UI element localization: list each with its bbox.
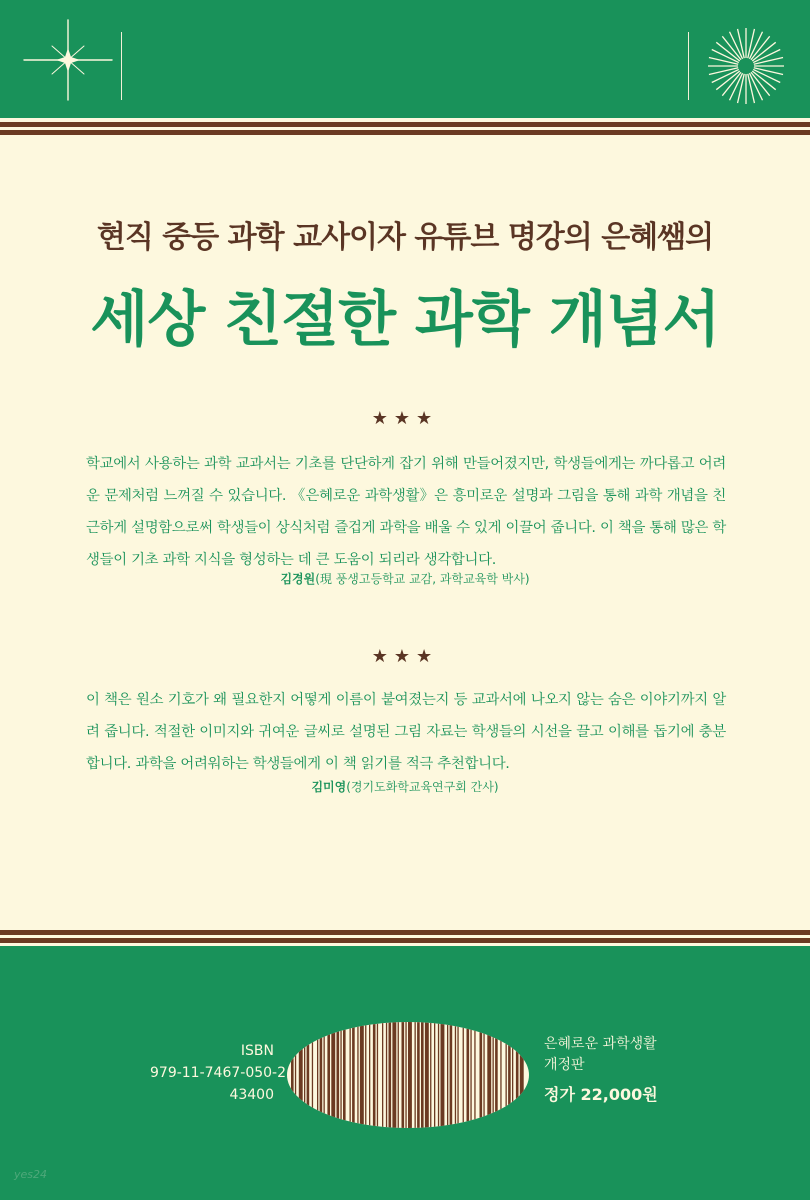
- barcode-bar: [474, 1022, 475, 1128]
- barcode-bar: [415, 1022, 416, 1128]
- divider-line-right: [688, 32, 689, 100]
- barcode-bar: [373, 1022, 376, 1128]
- barcode-bar: [340, 1022, 341, 1128]
- sparkle-star-icon: [18, 18, 118, 102]
- barcode: [287, 1022, 529, 1128]
- top-stripe-2: [0, 130, 810, 135]
- barcode-bar: [337, 1022, 340, 1128]
- barcode-icon: [287, 1022, 529, 1128]
- barcode-bar: [450, 1022, 453, 1128]
- barcode-bar: [389, 1022, 392, 1128]
- barcode-bar: [377, 1022, 378, 1128]
- barcode-bar: [392, 1022, 396, 1128]
- barcode-bar: [455, 1022, 456, 1128]
- barcode-bar: [421, 1022, 424, 1128]
- barcode-bar: [480, 1022, 483, 1128]
- book-price: 정가 22,000원: [544, 1085, 658, 1104]
- sunburst-ray: [754, 58, 783, 65]
- rating-stars: ★★★: [371, 646, 439, 667]
- isbn-block: [150, 1040, 287, 1106]
- barcode-bar: [467, 1022, 470, 1128]
- barcode-bar: [343, 1022, 346, 1128]
- barcode-bar: [441, 1022, 445, 1128]
- barcode-bar: [324, 1022, 325, 1128]
- barcode-bar: [487, 1022, 491, 1128]
- barcode-bar: [408, 1022, 412, 1128]
- book-title: 세상 친절한 과학 개념서: [90, 285, 720, 355]
- barcode-bar: [483, 1022, 484, 1128]
- top-stripe-1: [0, 122, 810, 127]
- bottom-stripe-1: [0, 930, 810, 935]
- review-author: [0, 570, 810, 587]
- barcode-bar: [357, 1022, 358, 1128]
- barcode-bar: [382, 1022, 383, 1128]
- review-text: 학교에서 사용하는 과학 교과서는 기초를 단단하게 잡기 위해 만들어졌지만, 학생들에게는 까다롭고 어려운 문제처럼 느껴질 수 있습니다. 《은혜로운 과학생활》은 흥미로운 설명과 그림을 통해 과학 개념을 친근하게 설명함으로써 학생들이 상식처럼 즐겁게 과학을 배울 수 있게 이끌어 줍니다. 이 책을 통해 많은 학생들이 기초 과학 지식을 형성하는 데 큰 도움이 되리라 생각합니다.: [86, 456, 726, 568]
- sunburst-ray: [738, 74, 745, 103]
- barcode-bar: [463, 1022, 464, 1128]
- barcode-bar: [386, 1022, 387, 1128]
- isbn-addon: 43400: [229, 1087, 274, 1103]
- barcode-bar: [352, 1022, 355, 1128]
- divider-line-left: [121, 32, 122, 100]
- sunburst-ray: [754, 68, 783, 75]
- barcode-bar: [425, 1022, 429, 1128]
- sunburst-ray: [738, 29, 745, 58]
- barcode-bar: [430, 1022, 431, 1128]
- bottom-stripe-2: [0, 938, 810, 943]
- isbn-label: ISBN: [240, 1043, 274, 1059]
- barcode-bar: [327, 1022, 330, 1128]
- barcode-bar: [405, 1022, 406, 1128]
- watermark-logo: yes24: [14, 1168, 48, 1181]
- barcode-bar: [360, 1022, 364, 1128]
- isbn-number: 979-11-7467-050-2: [150, 1065, 287, 1081]
- barcode-bar: [402, 1022, 405, 1128]
- barcode-bar: [331, 1022, 335, 1128]
- book-subtitle: 현직 중등 과학 교사이자 유튜브 명강의 은혜쌤의: [96, 220, 714, 255]
- book-name: 은혜로운 과학생활: [544, 1036, 657, 1052]
- barcode-bar: [493, 1022, 494, 1128]
- barcode-bar: [398, 1022, 399, 1128]
- barcode-bar: [369, 1022, 370, 1128]
- sunburst-ray: [748, 29, 755, 58]
- author-name: 김경원: [280, 572, 316, 586]
- barcode-bar: [457, 1022, 458, 1128]
- book-edition: 개정판: [544, 1057, 585, 1073]
- review-text: 이 책은 원소 기호가 왜 필요한지 어떻게 이름이 붙여졌는지 등 교과서에 나오지 않는 숨은 이야기까지 알려 줍니다. 적절한 이미지와 귀여운 글씨로 설명된 그림 자료는 학생들의 시선을 끌고 이해를 돕기에 충분합니다. 과학을 어려워하는 학생들에게 이 책 읽기를 적극 추천합니다.: [86, 692, 726, 772]
- rating-stars: ★★★: [371, 408, 439, 429]
- author-role: (경기도화학교육연구회 간사): [346, 780, 499, 794]
- barcode-bar: [470, 1022, 471, 1128]
- barcode-bar: [447, 1022, 448, 1128]
- price-block: [544, 1034, 744, 1105]
- author-role: (現 풍생고등학교 교감, 과학교육학 박사): [315, 572, 530, 586]
- review-author: [0, 778, 810, 795]
- barcode-bar: [350, 1022, 351, 1128]
- barcode-bar: [365, 1022, 366, 1128]
- sunburst-icon: [704, 24, 788, 108]
- barcode-bar: [434, 1022, 435, 1128]
- sunburst-ray: [709, 68, 738, 75]
- author-name: 김미영: [311, 780, 347, 794]
- barcode-bar: [417, 1022, 420, 1128]
- barcode-bar: [438, 1022, 439, 1128]
- sunburst-ray: [748, 74, 755, 103]
- sunburst-ray: [709, 58, 738, 65]
